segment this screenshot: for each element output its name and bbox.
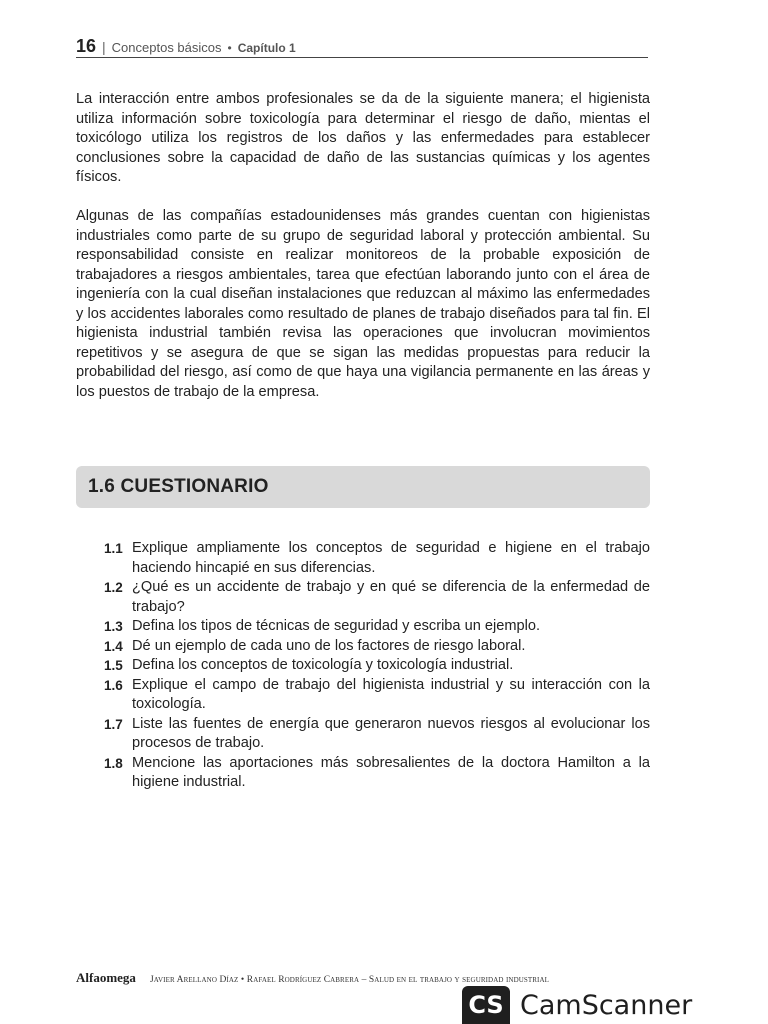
question-item — [104, 754, 650, 793]
header-section-name: Conceptos básicos — [111, 40, 222, 55]
question-number: 1.8 — [104, 755, 123, 771]
question-text: Mencione las aportaciones más sobresalientes de la doctora Hamilton a la higiene industrial. — [132, 754, 650, 790]
question-number: 1.2 — [104, 580, 123, 595]
question-number: 1.4 — [104, 638, 123, 654]
section-heading-bar — [76, 466, 650, 508]
body-paragraph: La interacción entre ambos profesionales se da de la siguiente manera; el higienista utiliza información sobre toxicología para determinar el riesgo de daño, mientas el toxicólogo utiliza los registros de los daños y las enfermedades para establecer conclusiones sobre la capacidad de daño de las sustancias químicas y los agentes físicos. — [76, 91, 650, 185]
question-item — [104, 539, 650, 578]
page-footer — [76, 970, 650, 986]
question-text: Defina los conceptos de toxicología y toxicología industrial. — [132, 657, 514, 673]
header-bullet: • — [227, 41, 232, 55]
question-number: 1.1 — [104, 541, 123, 556]
question-text: Explique el campo de trabajo del higienista industrial y su interacción con la toxicología. — [132, 676, 650, 712]
question-text: Liste las fuentes de energía que generaron nuevos riesgos al evolucionar los procesos de trabajo. — [132, 715, 650, 751]
question-item — [104, 656, 650, 676]
camscanner-watermark — [462, 986, 692, 1024]
page-header — [76, 36, 648, 58]
body-paragraph: Algunas de las compañías estadounidenses más grandes cuentan con higienistas industriales como parte de su grupo de seguridad laboral y protección ambiental. Su responsabilidad consiste en realizar monitoreos de la probable exposición de trabajadores a riesgos ambientales, tarea que efectúan laborando junto con el área de ingeniería con la cual diseñan instalaciones que reduzcan al máximo las enfermedades y los accidentes laborales como resultado de planes de trabajo diseñados para tal fin. El higienista industrial también revisa las operaciones que involucran movimientos repetitivos y se asegura de que se sigan las medidas propuestas para reducir la probabilidad del riesgo, así como de que haya una vigilancia permanente en las áreas y los puestos de trabajo de la empresa. — [76, 208, 650, 400]
book-credits: Javier Arellano Díaz • Rafael Rodríguez Cabrera – Salud en el trabajo y seguridad industrial — [149, 975, 549, 985]
question-number: 1.7 — [104, 716, 123, 732]
question-text: ¿Qué es un accidente de trabajo y en qué se diferencia de la enfermedad de trabajo? — [132, 579, 650, 615]
page-number: 16 — [76, 36, 97, 56]
question-number: 1.6 — [104, 677, 123, 693]
header-chapter: Capítulo 1 — [237, 41, 296, 55]
camscanner-logo-icon: CS — [462, 986, 510, 1024]
section-title: 1.6 CUESTIONARIO — [88, 476, 269, 497]
question-number: 1.3 — [104, 619, 123, 634]
question-list — [104, 539, 650, 793]
question-text: Dé un ejemplo de cada uno de los factores de riesgo laboral. — [132, 637, 526, 654]
question-text: Explique ampliamente los conceptos de seguridad e higiene en el trabajo haciendo hincapié en sus diferencias. — [132, 540, 650, 576]
question-item — [104, 578, 650, 617]
question-text: Defina los tipos de técnicas de seguridad y escriba un ejemplo. — [132, 618, 541, 634]
question-item — [104, 617, 650, 637]
question-item — [104, 676, 650, 715]
question-number: 1.5 — [104, 658, 123, 673]
header-separator: | — [102, 39, 106, 55]
question-item — [104, 715, 650, 754]
question-item — [104, 637, 650, 657]
camscanner-label: CamScanner — [520, 989, 693, 1021]
publisher-name: Alfaomega — [76, 970, 136, 985]
